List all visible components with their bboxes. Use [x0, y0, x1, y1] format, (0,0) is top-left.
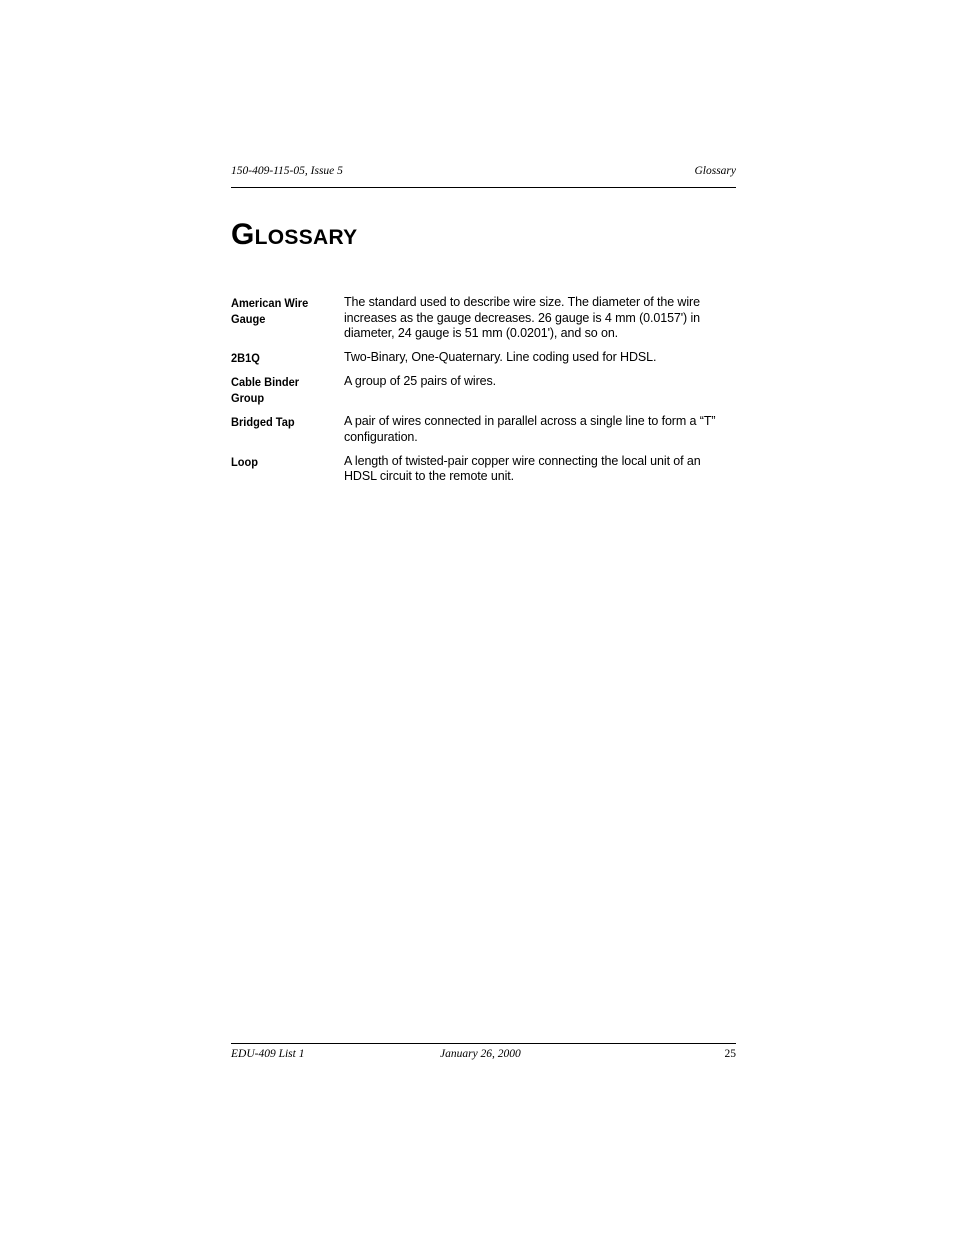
glossary-entry-cable-binder-group [231, 374, 736, 406]
glossary-definition: A pair of wires connected in parallel across a single line to form a “T” configuration. [344, 414, 716, 444]
glossary-list [231, 295, 736, 493]
glossary-term: 2B1Q [231, 351, 260, 366]
glossary-term: Bridged Tap [231, 415, 295, 430]
glossary-term: Cable Binder Group [231, 375, 300, 406]
glossary-term: Loop [231, 454, 258, 469]
glossary-definition: The standard used to describe wire size. The diameter of the wire increases as the gauge decreases. 26 gauge is 4 mm (0.0157') in diameter, 24 gauge is 51 mm (0.0201'), and so on. [344, 295, 701, 341]
glossary-entry-loop [231, 454, 736, 485]
header-doc-number: 150-409-115-05, Issue 5 [231, 165, 343, 177]
footer-page-number: 25 [724, 1048, 736, 1060]
footer-date: January 26, 2000 [440, 1048, 521, 1060]
footer-product: EDU-409 List 1 [231, 1048, 305, 1060]
glossary-entry-american-wire-gauge [231, 295, 736, 342]
glossary-definition: A group of 25 pairs of wires. [344, 374, 497, 389]
running-footer [231, 1043, 736, 1064]
glossary-entry-2b1q [231, 350, 736, 366]
glossary-entry-bridged-tap [231, 414, 736, 445]
glossary-definition: Two-Binary, One-Quaternary. Line coding used for HDSL. [344, 350, 657, 365]
glossary-definition: A length of twisted-pair copper wire connecting the local unit of an HDSL circuit to the remote unit. [344, 453, 701, 484]
page-title: Glossary [231, 218, 358, 251]
header-section: Glossary [694, 165, 736, 177]
running-header [231, 165, 736, 188]
glossary-term: American Wire Gauge [231, 296, 309, 326]
